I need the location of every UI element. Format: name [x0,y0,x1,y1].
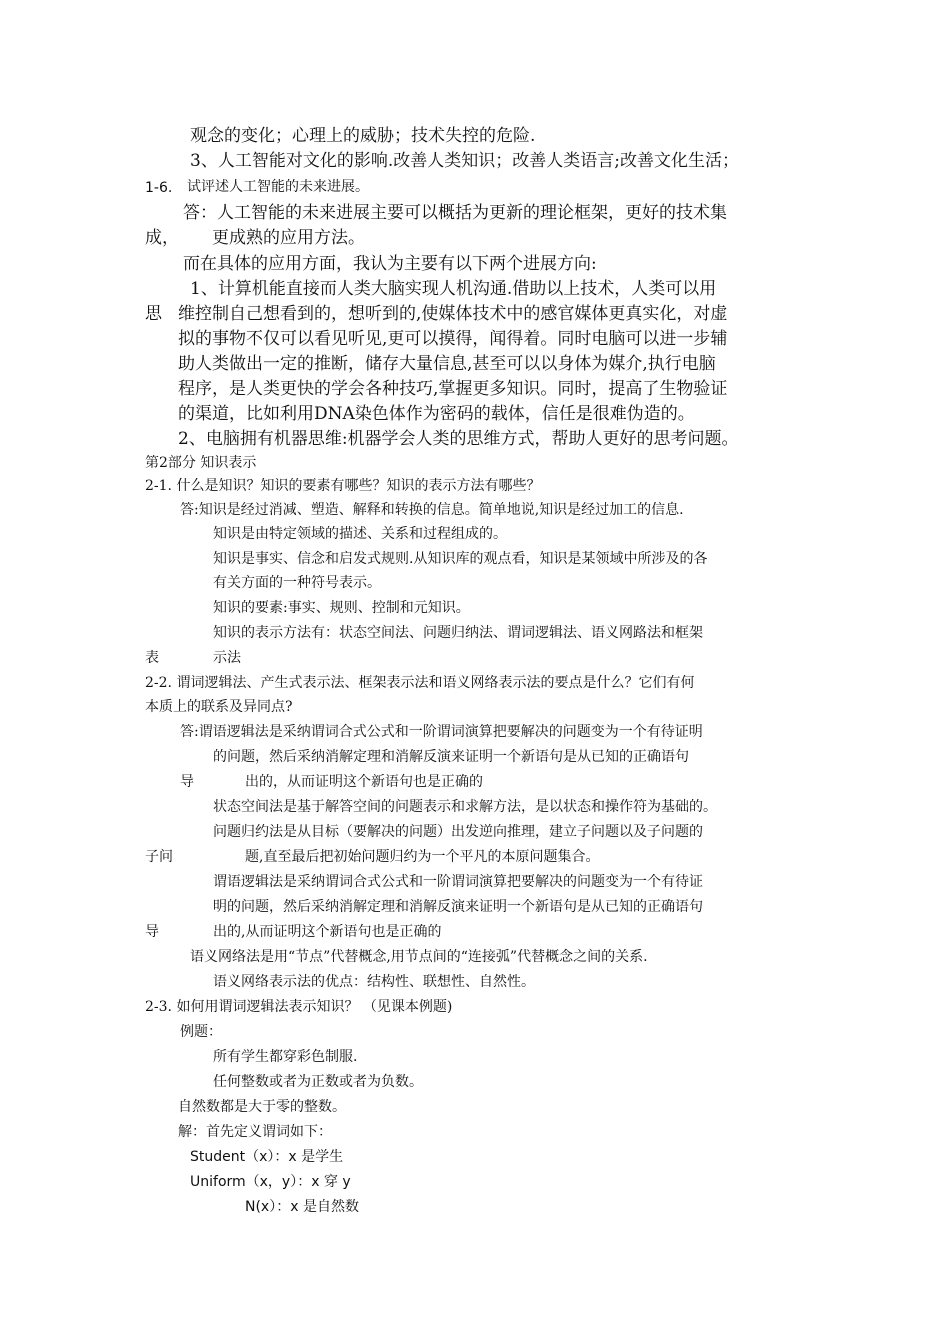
example-text: 任何整数或者为正数或者为负数。 [213,1074,423,1090]
example-text: 所有学生都穿彩色制服. [213,1049,358,1065]
text-line: 观念的变化；心理上的威胁；技术失控的危险. [190,126,536,146]
text-line: 答：人工智能的未来进展主要可以概括为更新的理论框架，更好的技术集 [183,203,727,223]
predicate-definition: Uniform（x，y）：x 穿 y [190,1174,351,1190]
predicate-definition: Student（x）：x 是学生 [190,1149,344,1165]
answer-text: 知识的表示方法有：状态空间法、问题归纳法、谓词逻辑法、语义网路法和框架 [213,625,703,641]
text-line: 而在具体的应用方面，我认为主要有以下两个进展方向: [183,254,597,274]
answer-text: 语义网络表示法的优点：结构性、联想性、自然性。 [213,974,535,990]
text-line: 3、人工智能对文化的影响.改善人类知识；改善人类语言;改善文化生活； [190,151,739,171]
answer-text: 子问 [145,849,173,865]
question-text: 2-1. 什么是知识？知识的要素有哪些？知识的表示方法有哪些？ [145,478,541,494]
answer-text: 知识是事实、信念和启发式规则.从知识库的观点看，知识是某领域中所涉及的各 [213,551,708,567]
question-text: 试评述人工智能的未来进展。 [187,179,369,195]
answer-text: 明的问题，然后采纳消解定理和消解反演来证明一个新语句是从已知的正确语句 [213,899,703,915]
example-label: 例题： [180,1024,222,1040]
text-line: 助人类做出一定的推断，储存大量信息,甚至可以以身体为媒介,执行电脑 [178,354,716,374]
predicate-definition: N(x）：x 是自然数 [245,1199,359,1215]
question-text: 本质上的联系及异同点? [145,699,293,715]
question-number: 1-6. [145,180,173,196]
text-line: 成， [145,228,179,248]
text-line: 维控制自己想看到的，想听到的,使媒体技术中的感官媒体更真实化，对虚 [178,304,728,324]
answer-text: 答:知识是经过消减、塑造、解释和转换的信息。简单地说,知识是经过加工的信息. [180,502,684,518]
answer-text: 出的，从而证明这个新语句也是正确的 [245,774,483,790]
answer-text: 语义网络法是用“节点”代替概念,用节点间的“连接弧”代替概念之间的关系. [190,949,648,965]
text-line: 程序，是人类更快的学会各种技巧,掌握更多知识。同时，提高了生物验证 [178,379,728,399]
answer-text: 示法 [213,650,241,666]
solution-text: 解：首先定义谓词如下： [178,1124,332,1140]
answer-text: 谓语逻辑法是采纳谓词合式公式和一阶谓词演算把要解决的问题变为一个有待证 [213,874,703,890]
answer-text: 知识是由特定领域的描述、关系和过程组成的。 [213,526,507,542]
question-text: 2-3. 如何用谓词逻辑法表示知识？ （见课本例题) [145,999,453,1015]
answer-text: 有关方面的一种符号表示。 [213,575,381,591]
answer-text: 表 [145,650,159,666]
answer-text: 状态空间法是基于解答空间的问题表示和求解方法，是以状态和操作符为基础的。 [213,799,717,815]
text-line: 1、计算机能直接而人类大脑实现人机沟通.借助以上技术，人类可以用 [190,279,717,299]
text-line: 思 [145,304,162,324]
answer-text: 答:谓语逻辑法是采纳谓词合式公式和一阶谓词演算把要解决的问题变为一个有待证明 [180,724,703,740]
answer-text: 导 [145,924,159,940]
text-line: 的渠道，比如利用DNA染色体作为密码的载体，信任是很难伪造的。 [178,404,695,424]
answer-text: 出的,从而证明这个新语句也是正确的 [213,924,442,940]
answer-text: 导 [180,774,194,790]
answer-text: 知识的要素:事实、规则、控制和元知识。 [213,600,470,616]
text-line: 更成熟的应用方法。 [212,228,365,248]
text-line: 2、电脑拥有机器思维:机器学会人类的思维方式，帮助人更好的思考问题。 [178,429,739,449]
answer-text: 题,直至最后把初始问题归约为一个平凡的本原问题集合。 [245,849,600,865]
answer-text: 问题归约法是从目标（要解决的问题）出发逆向推理，建立子问题以及子问题的 [213,824,703,840]
question-text: 2-2. 谓词逻辑法、产生式表示法、框架表示法和语义网络表示法的要点是什么？它们有何 [145,675,695,691]
example-text: 自然数都是大于零的整数。 [178,1099,346,1115]
answer-text: 的问题，然后采纳消解定理和消解反演来证明一个新语句是从已知的正确语句 [213,749,689,765]
section-heading: 第2部分 知识表示 [145,455,257,471]
text-line: 拟的事物不仅可以看见听见,更可以摸得，闻得着。同时电脑可以进一步辅 [178,329,728,349]
